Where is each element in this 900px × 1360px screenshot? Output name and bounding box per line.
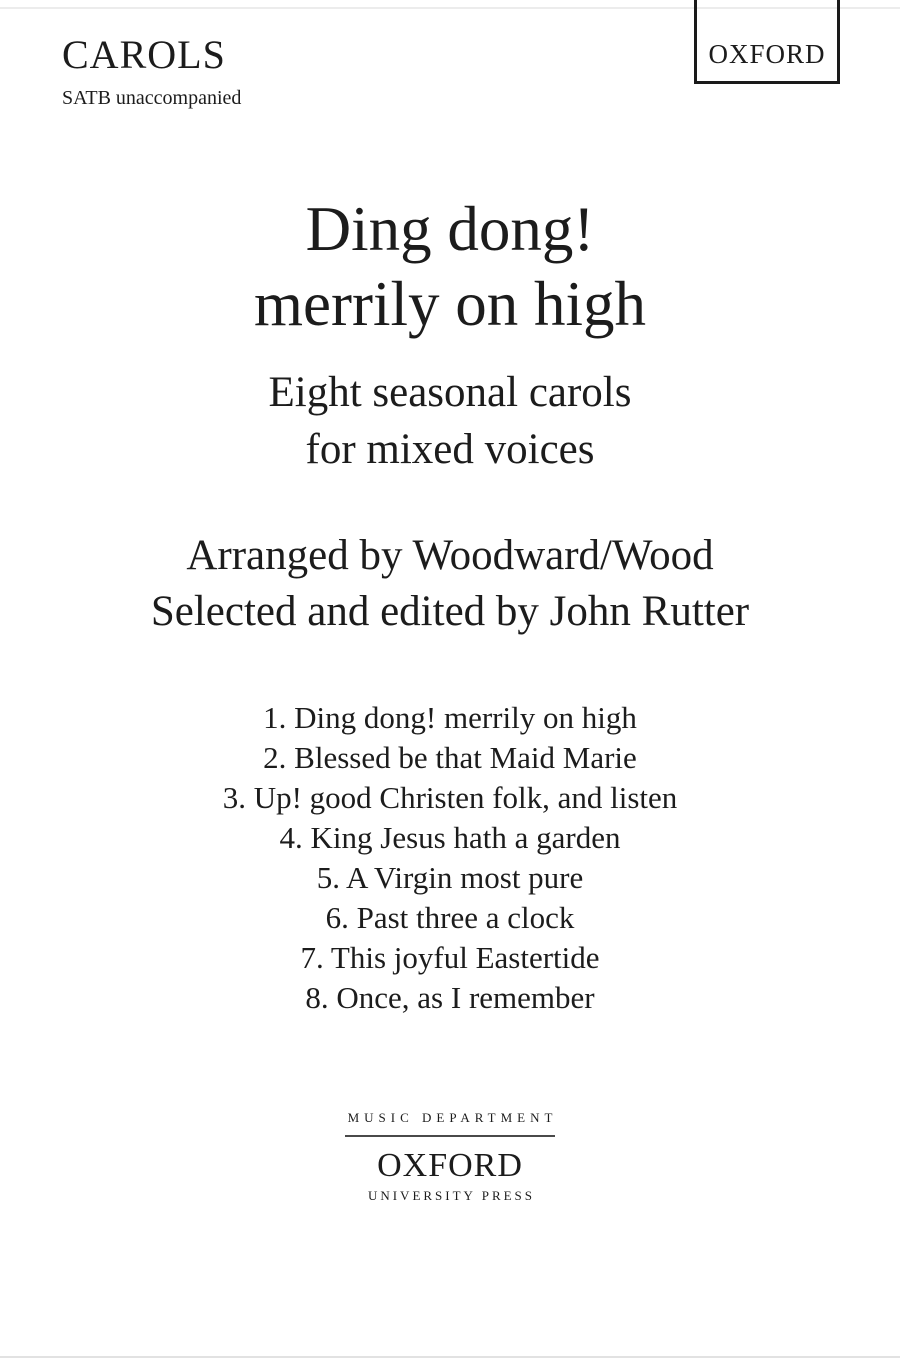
- page-bottom-edge: [0, 1356, 900, 1358]
- contents-item: 5. A Virgin most pure: [316, 860, 584, 895]
- scoring-label: SATB unaccompanied: [62, 87, 242, 109]
- imprint-publisher-subline: UNIVERSITY PRESS: [367, 1188, 536, 1203]
- arranger-credit: Arranged by Woodward/Wood: [186, 532, 714, 579]
- contents-list: [0, 698, 900, 1018]
- title-line-1: Ding dong!: [305, 194, 595, 264]
- imprint-rule: [345, 1135, 555, 1137]
- subtitle-line-1: Eight seasonal carols: [268, 369, 632, 416]
- publisher-badge-label: OXFORD: [708, 39, 826, 69]
- contents-item: 7. This joyful Eastertide: [300, 940, 600, 975]
- subtitle-block: [0, 364, 900, 478]
- imprint-department: MUSIC DEPARTMENT: [347, 1110, 558, 1125]
- series-title: CAROLS: [62, 32, 226, 77]
- imprint-block: [0, 1110, 900, 1204]
- contents-item: 6. Past three a clock: [325, 900, 575, 935]
- contents-item: 4. King Jesus hath a garden: [279, 820, 621, 855]
- contents-item: 8. Once, as I remember: [305, 980, 595, 1015]
- subtitle-line-2: for mixed voices: [305, 426, 595, 473]
- credits-block: [0, 528, 900, 640]
- contents-item: 2. Blessed be that Maid Marie: [263, 740, 637, 775]
- editor-credit: Selected and edited by John Rutter: [150, 588, 750, 635]
- contents-item: 1. Ding dong! merrily on high: [263, 700, 637, 735]
- contents-item: 3. Up! good Christen folk, and listen: [222, 780, 678, 815]
- imprint-publisher: OXFORD: [377, 1147, 523, 1184]
- title-line-2: merrily on high: [254, 269, 646, 339]
- title-block: [0, 0, 900, 342]
